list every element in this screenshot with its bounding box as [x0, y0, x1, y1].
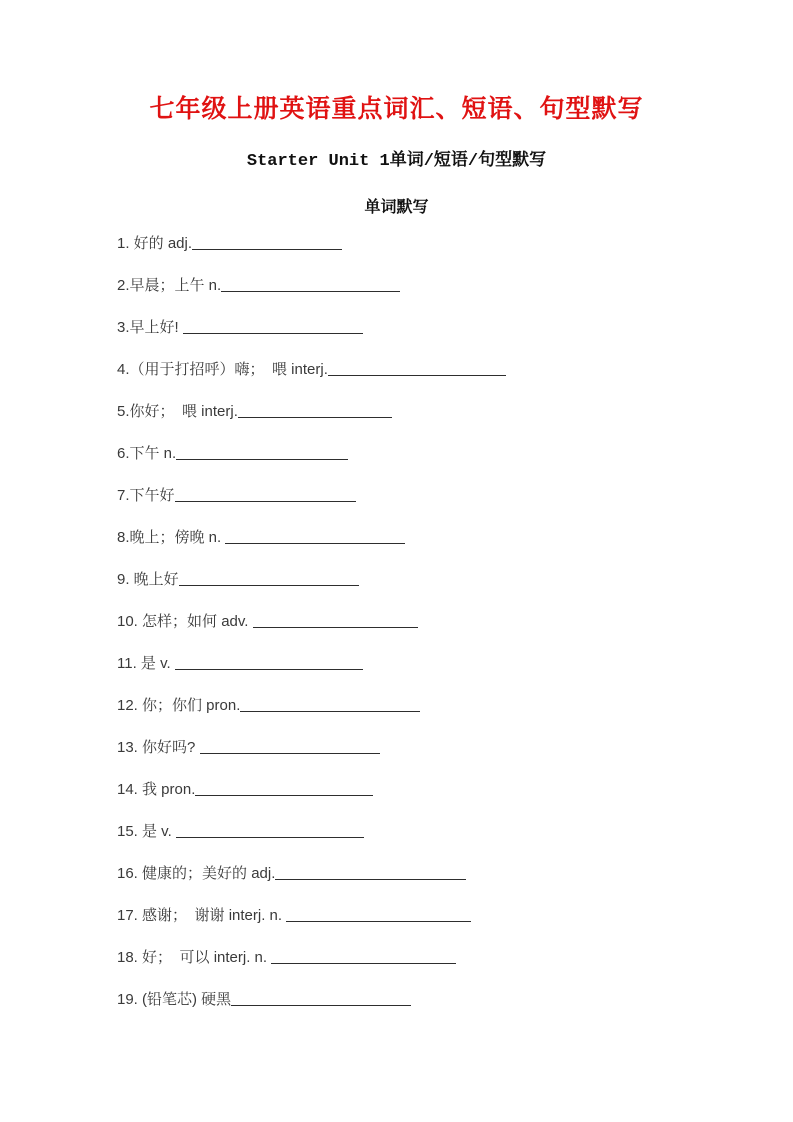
fill-in-blank-line	[240, 698, 420, 712]
fill-in-blank-line	[200, 740, 380, 754]
fill-in-blank-line	[275, 866, 466, 880]
list-item	[117, 906, 733, 926]
fill-in-blank-line	[231, 992, 411, 1006]
list-item	[117, 990, 733, 1010]
item-text: 1. 好的 adj.	[117, 235, 193, 252]
fill-in-blank-line	[195, 782, 373, 796]
list-item	[117, 612, 733, 632]
item-text: 7.下午好	[117, 487, 175, 504]
item-text: 16. 健康的；美好的 adj.	[117, 865, 276, 882]
list-item	[117, 234, 733, 254]
item-text: 10. 怎样；如何 adv.	[117, 613, 253, 630]
item-text: 9. 晚上好	[117, 571, 179, 588]
item-text: 15. 是 v.	[117, 823, 176, 840]
item-text: 19. (铅笔芯) 硬黑	[117, 991, 232, 1008]
fill-in-blank-line	[238, 404, 392, 418]
fill-in-blank-line	[192, 236, 342, 250]
item-text: 11. 是 v.	[117, 655, 175, 672]
item-text: 2.早晨；上午 n.	[117, 277, 222, 294]
fill-in-blank-line	[253, 614, 418, 628]
item-text: 8.晚上；傍晚 n.	[117, 529, 226, 546]
document-title: 七年级上册英语重点词汇、短语、句型默写	[149, 95, 644, 123]
fill-in-blank-line	[175, 488, 356, 502]
item-text: 14. 我 pron.	[117, 781, 196, 798]
list-item	[117, 360, 733, 380]
fill-in-blank-line	[271, 950, 456, 964]
list-item	[117, 654, 733, 674]
item-text: 13. 你好吗?	[117, 739, 200, 756]
list-item	[117, 738, 733, 758]
word-list	[117, 234, 733, 1010]
item-text: 17. 感谢； 谢谢 interj. n.	[117, 907, 287, 924]
fill-in-blank-line	[286, 908, 471, 922]
fill-in-blank-line	[328, 362, 506, 376]
fill-in-blank-line	[225, 530, 405, 544]
list-item	[117, 696, 733, 716]
list-item	[117, 444, 733, 464]
list-item	[117, 486, 733, 506]
unit-subtitle: Starter Unit 1单词/短语/句型默写	[246, 152, 547, 171]
fill-in-blank-line	[183, 320, 363, 334]
list-item	[117, 570, 733, 590]
list-item	[117, 864, 733, 884]
item-text: 3.早上好!	[117, 319, 183, 336]
list-item	[117, 780, 733, 800]
list-item	[117, 318, 733, 338]
list-item	[117, 822, 733, 842]
fill-in-blank-line	[176, 824, 364, 838]
fill-in-blank-line	[179, 572, 359, 586]
item-text: 4.（用于打招呼）嗨； 喂 interj.	[117, 361, 328, 378]
list-item	[117, 276, 733, 296]
fill-in-blank-line	[176, 446, 348, 460]
fill-in-blank-line	[175, 656, 363, 670]
section-heading-word-dictation: 单词默写	[364, 199, 429, 216]
list-item	[117, 948, 733, 968]
item-text: 12. 你；你们 pron.	[117, 697, 241, 714]
list-item	[117, 528, 733, 548]
fill-in-blank-line	[221, 278, 400, 292]
item-text: 18. 好； 可以 interj. n.	[117, 949, 272, 966]
item-text: 5.你好； 喂 interj.	[117, 403, 238, 420]
item-text: 6.下午 n.	[117, 445, 177, 462]
list-item	[117, 402, 733, 422]
